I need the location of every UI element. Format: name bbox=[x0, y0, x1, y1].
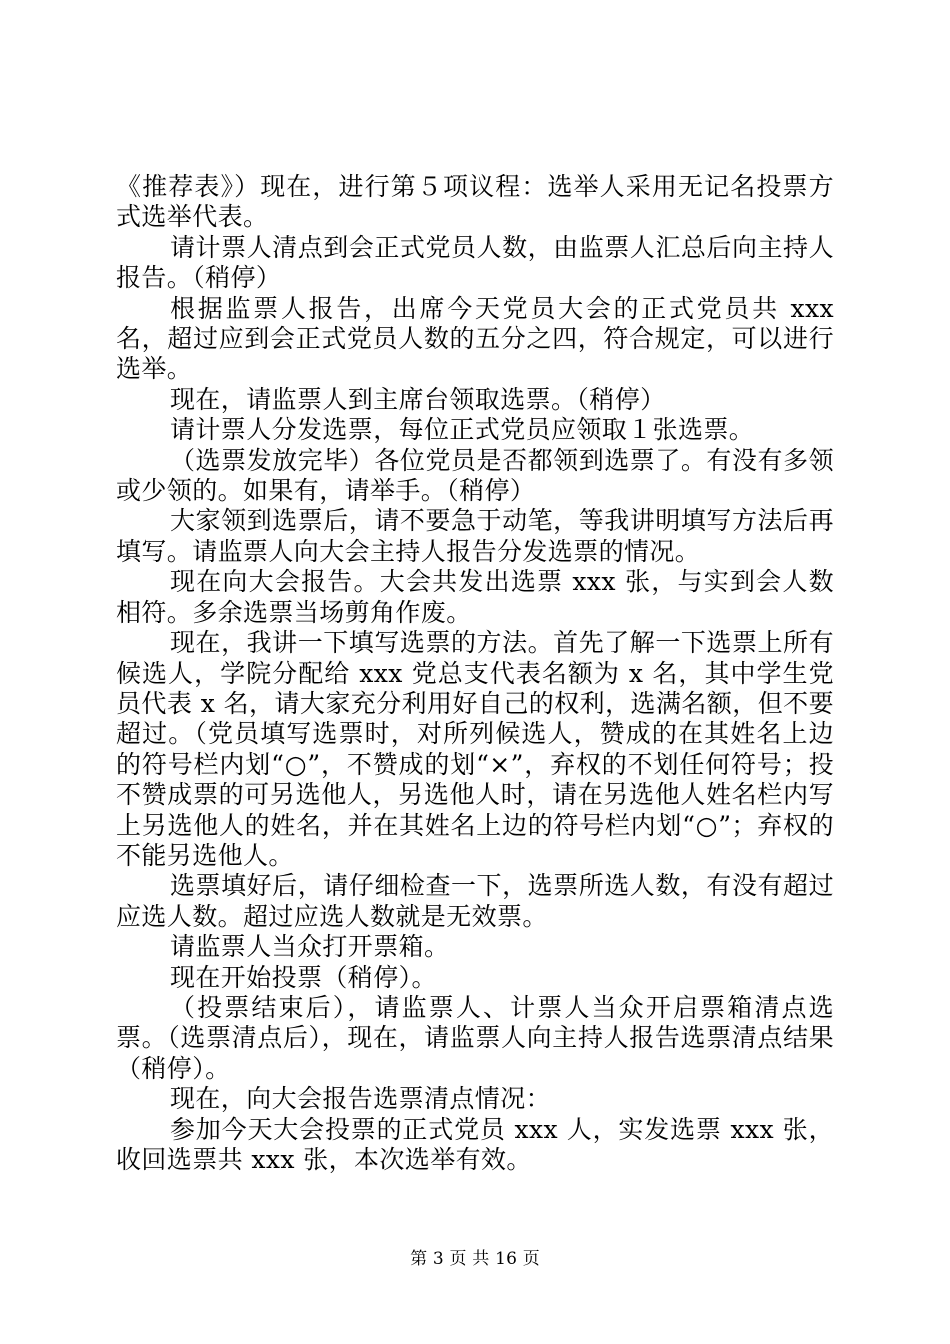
paragraph: 现在，我讲一下填写选票的方法。首先了解一下选票上所有候选人，学院分配给 xxx 党总支代表名额为 x 名，其中学生党员代表 x 名，请大家充分利用好自己的权利，选满名额，但不要超过。（党员填写选票时，对所列候选人，赞成的在其姓名上边的符号栏内划“○”，不赞成的划“×”，弃权的不划任何符号；投不赞成票的可另选他人，另选他人时，请在另选他人姓名栏内写上另选他人的姓名，并在其姓名上边的符号栏内划“○”；弃权的不能另选他人。 bbox=[116, 628, 834, 870]
paragraph: （投票结束后），请监票人、计票人当众开启票箱清点选票。（选票清点后），现在，请监票人向主持人报告选票清点结果（稍停）。 bbox=[116, 992, 834, 1083]
paragraph: 请计票人清点到会正式党员人数，由监票人汇总后向主持人报告。（稍停） bbox=[116, 232, 834, 293]
paragraph: （选票发放完毕）各位党员是否都领到选票了。有没有多领或少领的。如果有，请举手。（稍停） bbox=[116, 445, 834, 506]
paragraph: 《推荐表》）现在，进行第５项议程：选举人采用无记名投票方式选举代表。 bbox=[116, 172, 834, 232]
paragraph: 根据监票人报告，出席今天党员大会的正式党员共 xxx 名，超过应到会正式党员人数的五分之四，符合规定，可以进行选举。 bbox=[116, 293, 834, 384]
paragraph: 现在开始投票（稍停）。 bbox=[170, 962, 437, 992]
paragraph: 大家领到选票后，请不要急于动笔，等我讲明填写方法后再填写。请监票人向大会主持人报告分发选票的情况。 bbox=[116, 506, 834, 566]
paragraph: 现在向大会报告。大会共发出选票 xxx 张，与实到会人数相符。多余选票当场剪角作废。 bbox=[116, 567, 834, 627]
paragraph: 请计票人分发选票，每位正式党员应领取１张选票。 bbox=[170, 415, 755, 445]
paragraph: 现在，请监票人到主席台领取选票。（稍停） bbox=[170, 384, 666, 414]
paragraph: 现在，向大会报告选票清点情况： bbox=[170, 1084, 552, 1114]
paragraph: 请监票人当众打开票箱。 bbox=[170, 932, 450, 962]
paragraph: 选票填好后，请仔细检查一下，选票所选人数，有没有超过应选人数。超过应选人数就是无效票。 bbox=[116, 871, 834, 931]
paragraph: 参加今天大会投票的正式党员 xxx 人，实发选票 xxx 张，收回选票共 xxx 张，本次选举有效。 bbox=[116, 1114, 834, 1174]
document-body bbox=[116, 172, 834, 1175]
page-footer: 第 3 页 共 16 页 bbox=[410, 1249, 540, 1269]
